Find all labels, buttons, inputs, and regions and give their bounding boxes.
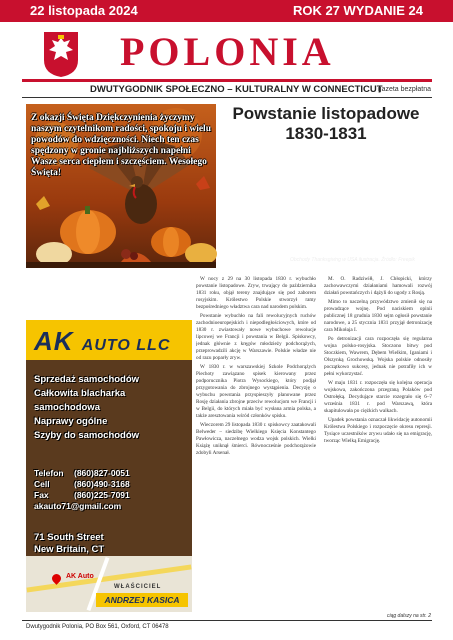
masthead <box>22 24 432 86</box>
ad-service-item: Całkowita blacharka <box>34 388 126 399</box>
map-pin-label: AK Auto <box>66 573 94 580</box>
ad-logo-main: AK <box>34 326 74 356</box>
footer-divider <box>22 620 432 621</box>
newspaper-subtitle: DWUTYGODNIK SPOŁECZNO – KULTURALNY W CONNECTICUT <box>90 84 383 95</box>
article-headline: Powstanie listopadowe 1830-1831 <box>223 104 429 146</box>
ad-phone-value: (860)490-3168 <box>74 479 130 489</box>
polish-eagle-icon <box>42 30 80 78</box>
ad-logo <box>34 326 170 357</box>
ad-address-street: 71 South Street <box>34 532 104 543</box>
newspaper-title: POLONIA <box>120 29 335 74</box>
ad-phone-row <box>34 479 130 490</box>
free-label: gazeta bezpłatna <box>377 86 431 93</box>
ad-phone-value: (860)225-7091 <box>74 490 130 500</box>
header-divider <box>22 97 432 98</box>
article-paragraph: W nocy z 29 na 30 listopada 1830 r. wybuchło powstanie listopadowe. Zryw, trwający do października 1831 roku, objął tereny znajdujące się pod zaborem rosyjskim. Królestwo Polskie stworzył ramy bezpośredniego władztwa cara nad narodem polskim. <box>196 276 316 310</box>
article-paragraph: Po detronizacji cara rozpoczęła się regularna wojna polsko-rosyjska. Stoczono bitwy pod Stoczkiem, Wawrem, Dębem Wielkim, Iganiami i Olszynką Grochowską. Wojska polskie odnosiły początkowo sukcesy, jednak nie potrafiły ich w pełni wykorzystać. <box>324 336 432 377</box>
ad-logo-sub: AUTO LLC <box>81 337 171 354</box>
ad-owner-name: ANDRZEJ KASICA <box>96 593 188 607</box>
ad-service-item: samochodowa <box>34 402 100 413</box>
article-paragraph: Mimo to naczelną przywództwo zmienił się na prowadzące wojnę. Pod naciskiem opinii publicznej 18 grudnia 1830 sejm ogłosił powstanie narodowe, a 25 stycznia 1831 przyjął detronizację cara Mikołaja I. <box>324 299 432 333</box>
ad-phone-row <box>34 490 130 501</box>
ad-phone-row <box>34 468 130 479</box>
article-paragraph: M. O. Radziwiłł, J. Chłopicki, którzy zachowawczymi działaniami hamowali rozwój działań powstańczych i dążyli do ugody z Rosją. <box>324 276 432 296</box>
ad-services <box>34 373 139 443</box>
ad-phone-value: (860)827-0051 <box>74 468 130 478</box>
ad-address-city: New Britain, CT <box>34 544 105 555</box>
ad-service-item: Naprawy ogólne <box>34 416 108 427</box>
article-paragraph: W 1830 r. w warszawskiej Szkole Podchorążych Piechoty zawiązano spisek kierowany przez podporucznika Piotra Wysockiego, który podjął przygotowania do zbrojnego wystąpienia. Decyzję o wybuchu powstania przyspieszyły planowane przez Rosję działania zbrojne przeciw rewolucjom we Francji i w Belgii, do których miała być wysłana armia polska, a także aresztowania wśród członków spisku. <box>196 364 316 419</box>
ad-phone-label: Cell <box>34 479 50 489</box>
ad-owner-label: WŁAŚCICIEL <box>114 584 162 590</box>
masthead-rule <box>22 79 432 82</box>
continued-note: ciąg dalszy na str. 2 <box>386 613 431 619</box>
issue-date: 22 listopada 2024 <box>30 3 138 18</box>
article-paragraph: W maju 1831 r. rozpoczęła się kolejna operacja wojskowa, zakończona przegraną Polaków pod Ostrołęką. Decydujące starcie rozegrało się 6–7 września 1831 r. pod Warszawą, która skapitulowała po ciężkich walkach. <box>324 380 432 414</box>
ad-address <box>34 532 104 556</box>
ad-phone-label: Fax <box>34 490 49 500</box>
article-paragraph: Upadek powstania oznaczał likwidację autonomii Królestwa Polskiego i rozpoczęcie okresu represji. Tysiące uczestników zrywu udało się na emigrację, tworząc Wielką Emigrację. <box>324 417 432 444</box>
ad-service-item: Sprzedaż samochodów <box>34 374 140 385</box>
footer-address: Dwutygodnik Polonia, PO Box 561, Oxford, CT 06478 <box>26 624 169 630</box>
issue-number: ROK 27 WYDANIE 24 <box>292 3 423 18</box>
image-caption: Obchody Thanksgiving w USA ilustracja. Źródło: Freepik <box>290 257 415 263</box>
thanksgiving-greeting: Z okazji Święta Dziękczynienia życzymy naszym czytelnikom radości, spokoju i wielu powodów do wdzięczności. Niech ten czas spędzony w gronie najbliższych napełni Wasze serca ciepłem i szczęściem. Wesołego Święta! <box>31 113 211 178</box>
ad-service-item: Szyby do samochodów <box>34 430 140 441</box>
ad-phone-label: Telefon <box>34 468 64 478</box>
ak-auto-advertisement <box>26 320 192 612</box>
article-column-1 <box>196 276 316 612</box>
ad-contact <box>34 468 130 512</box>
article-column-2 <box>324 276 432 612</box>
ad-logo-band <box>26 320 192 360</box>
article-paragraph: Wieczorem 29 listopada 1830 r. spiskowcy zaatakowali Belweder – siedzibę Wielkiego Księcia Konstantego Pawłowicza, naczelnego wodza wojsk polskich. Wielki Książę uniknął śmierci. Równocześnie podchorążowie zdobyli Arsenał. <box>196 422 316 456</box>
ad-email: akauto71@gmail.com <box>34 501 122 511</box>
ad-map <box>26 556 192 612</box>
article-paragraph: Powstanie wybuchło na fali rewolucyjnych ruchów zachodnioeuropejskich i niepodległościowych, które od 1830 r. zwiastowały nowe wybuchowe rewolucje lipcowej we Francji i powstania w Belgii. Spiskowcy, jednak głównie z kręgów młodzieży podchorążych, przeprowadzili akcję w Warszawie. Polskie władze nie od razu poparły zryw. <box>196 313 316 361</box>
top-bar <box>0 0 453 22</box>
